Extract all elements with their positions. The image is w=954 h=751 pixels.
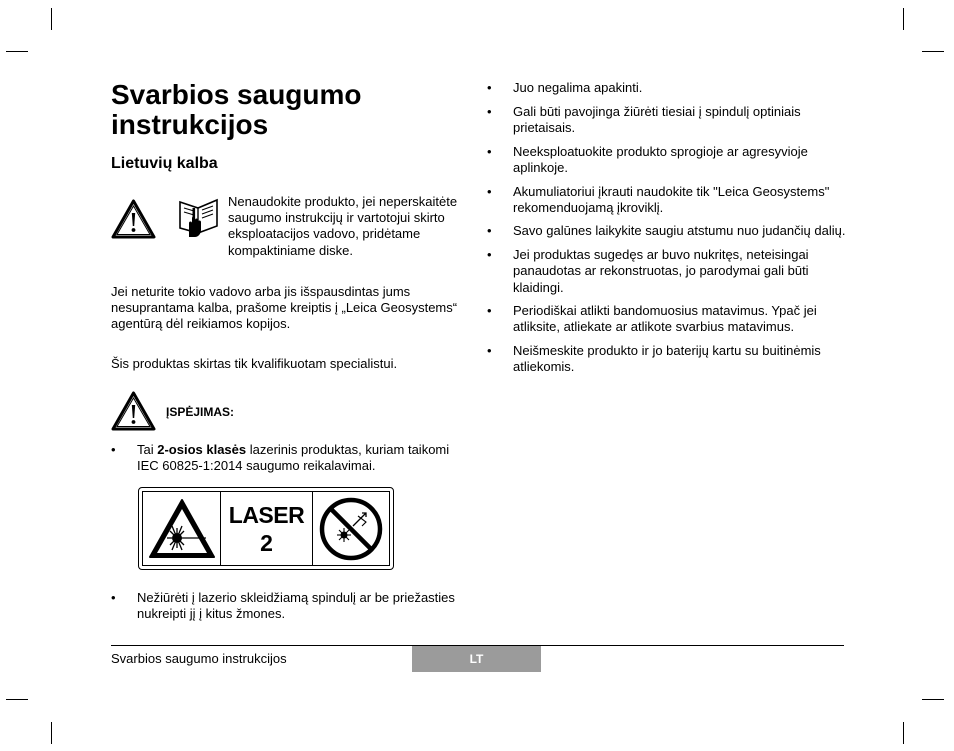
list-item xyxy=(487,223,852,239)
crop-mark xyxy=(51,8,52,30)
footer-language-tab: LT xyxy=(412,646,541,672)
bullet: • xyxy=(487,143,492,159)
list-item xyxy=(487,104,852,136)
bullet: • xyxy=(487,223,492,239)
laser-class-number: 2 xyxy=(260,529,273,556)
bullet: • xyxy=(111,590,116,606)
list-item-text: Neišmeskite produkto ir jo baterijų kartu su buitinėmis atliekomis. xyxy=(513,343,821,375)
footer-section-title: Svarbios saugumo instrukcijos xyxy=(111,651,287,666)
no-stare-cell xyxy=(313,492,389,565)
specialist-text: Šis produktas skirtas tik kvalifikuotam specialistui. xyxy=(111,355,398,371)
crop-mark xyxy=(922,699,944,700)
bullet: • xyxy=(487,183,492,199)
crop-mark xyxy=(903,8,904,30)
crop-mark xyxy=(903,722,904,744)
no-stare-into-beam-icon xyxy=(318,496,384,562)
right-column xyxy=(487,80,852,383)
left-column xyxy=(111,80,463,623)
laser-bullet-suffix: lazerinis produktas, kuriam taikomi IEC 60825-1:2014 saugumo reikalavimai. xyxy=(137,441,450,474)
list-item xyxy=(487,303,852,335)
list-item-text: Jei produktas sugedęs ar buvo nukritęs, neteisingai panaudotas ar rekonstruotas, jo parodymai gali būti klaidingi. xyxy=(513,247,809,295)
laser-class-list xyxy=(111,442,463,474)
warning-label: ĮSPĖJIMAS: xyxy=(166,404,235,419)
warning-triangle-icon xyxy=(111,199,156,239)
read-manual-icon xyxy=(176,196,221,238)
laser-hazard-cell xyxy=(143,492,221,565)
list-item xyxy=(111,442,463,474)
list-item xyxy=(487,144,852,176)
laser-class-cell xyxy=(221,492,313,565)
list-item-text: Savo galūnes laikykite saugiu atstumu nuo judančių dalių. xyxy=(513,223,846,239)
warning-block xyxy=(111,391,463,433)
laser-bullet-bold: 2-osios klasės xyxy=(157,441,247,457)
right-bullet-list xyxy=(487,80,852,376)
list-item-text: Neeksploatuokite produkto sprogioje ar agresyvioje aplinkoje. xyxy=(513,143,808,175)
crop-mark xyxy=(51,722,52,744)
bullet: • xyxy=(487,303,492,319)
bullet: • xyxy=(487,103,492,119)
list-item-text: Juo negalima apakinti. xyxy=(513,80,643,95)
laser-word: LASER xyxy=(228,501,305,528)
intro-block xyxy=(111,196,463,286)
list-item-text: Nežiūrėti į lazerio skleidžiamą spindulį ar be priežasties nukreipti jį į kitus žmones. xyxy=(137,590,455,622)
crop-mark xyxy=(6,51,28,52)
crop-mark xyxy=(6,699,28,700)
warning-triangle-icon xyxy=(111,391,156,431)
list-item xyxy=(487,343,852,375)
bullet: • xyxy=(487,343,492,359)
list-item xyxy=(111,590,463,622)
laser-hazard-icon xyxy=(148,498,216,560)
list-item xyxy=(487,184,852,216)
no-manual-text: Jei neturite tokio vadovo arba jis išspausdintas jums nesuprantama kalba, prašome kreiptis į „Leica Geosystems“ agentūrą dėl reikiamos kopijos. xyxy=(111,284,458,332)
laser-label-panel xyxy=(138,487,394,570)
list-item xyxy=(487,247,852,296)
list-item-text: Akumuliatoriui įkrauti naudokite tik "Leica Geosystems" rekomenduojamą įkroviklį. xyxy=(513,183,830,215)
list-item-text: Gali būti pavojinga žiūrėti tiesiai į spindulį optiniais prietaisais. xyxy=(513,103,801,135)
bullet: • xyxy=(111,441,116,457)
laser-bullet-prefix: Tai xyxy=(137,441,158,457)
left-bullet-list xyxy=(111,590,463,622)
intro-text: Nenaudokite produkto, jei neperskaitėte saugumo instrukcijų ir vartotojui skirto eksploatacijos vadovo, pridėtame kompaktiniame diske. xyxy=(228,194,458,258)
list-item-text: Periodiškai atlikti bandomuosius matavimus. Ypač jei atliksite, atliekate ar atlikote svarbius matavimus. xyxy=(513,303,817,335)
page-title: Svarbios saugumo instrukcijos xyxy=(111,79,362,140)
list-item xyxy=(487,80,852,96)
bullet: • xyxy=(487,80,492,95)
crop-mark xyxy=(922,51,944,52)
page-subtitle: Lietuvių kalba xyxy=(111,155,218,172)
bullet: • xyxy=(487,247,492,263)
